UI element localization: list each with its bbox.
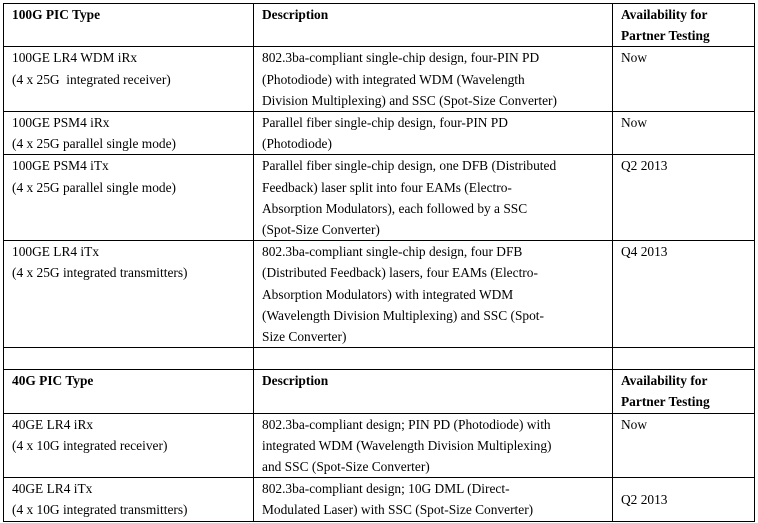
section-spacer-row: [4, 348, 755, 370]
spacer-cell: [4, 348, 254, 370]
table-row: [4, 112, 755, 155]
type-cell: 100GE LR4 iTx (4 x 25G integrated transmitters): [4, 241, 254, 348]
availability-cell: Now: [613, 413, 755, 478]
header-type: 40G PIC Type: [4, 370, 254, 413]
description-cell: Parallel fiber single-chip design, four-PIN PD (Photodiode): [254, 112, 613, 155]
type-cell: 100GE PSM4 iRx (4 x 25G parallel single mode): [4, 112, 254, 155]
header-availability: Availability for Partner Testing: [613, 370, 755, 413]
availability-cell: Now: [613, 47, 755, 112]
availability-cell: Q4 2013: [613, 241, 755, 348]
availability-cell: Q2 2013: [613, 478, 755, 521]
availability-cell: Now: [613, 112, 755, 155]
table-row: [4, 241, 755, 348]
header-row-100g: [4, 4, 755, 47]
availability-cell: Q2 2013: [613, 155, 755, 241]
table-row: [4, 155, 755, 241]
header-availability: Availability for Partner Testing: [613, 4, 755, 47]
spacer-cell: [613, 348, 755, 370]
header-type: 100G PIC Type: [4, 4, 254, 47]
pic-availability-table: [3, 3, 755, 522]
description-cell: Parallel fiber single-chip design, one DFB (Distributed Feedback) laser split into four EAMs (Electro- Absorption Modulators), each followed by a SSC (Spot-Size Converter): [254, 155, 613, 241]
header-row-40g: [4, 370, 755, 413]
type-cell: 40GE LR4 iRx (4 x 10G integrated receiver): [4, 413, 254, 478]
type-cell: 100GE PSM4 iTx (4 x 25G parallel single mode): [4, 155, 254, 241]
table-row: [4, 413, 755, 478]
table-row: [4, 47, 755, 112]
header-description: Description: [254, 4, 613, 47]
type-cell: 100GE LR4 WDM iRx (4 x 25G integrated receiver): [4, 47, 254, 112]
description-cell: 802.3ba-compliant single-chip design, four DFB (Distributed Feedback) lasers, four EAMs (Electro- Absorption Modulators) with integrated WDM (Wavelength Division Multiplexing) and SSC (Spot- Size Converter): [254, 241, 613, 348]
description-cell: 802.3ba-compliant single-chip design, four-PIN PD (Photodiode) with integrated WDM (Wavelength Division Multiplexing) and SSC (Spot-Size Converter): [254, 47, 613, 112]
description-cell: 802.3ba-compliant design; PIN PD (Photodiode) with integrated WDM (Wavelength Division Multiplexing) and SSC (Spot-Size Converter): [254, 413, 613, 478]
description-cell: 802.3ba-compliant design; 10G DML (Direct- Modulated Laser) with SSC (Spot-Size Converter): [254, 478, 613, 521]
header-description: Description: [254, 370, 613, 413]
spacer-cell: [254, 348, 613, 370]
table-row: [4, 478, 755, 521]
type-cell: 40GE LR4 iTx (4 x 10G integrated transmitters): [4, 478, 254, 521]
